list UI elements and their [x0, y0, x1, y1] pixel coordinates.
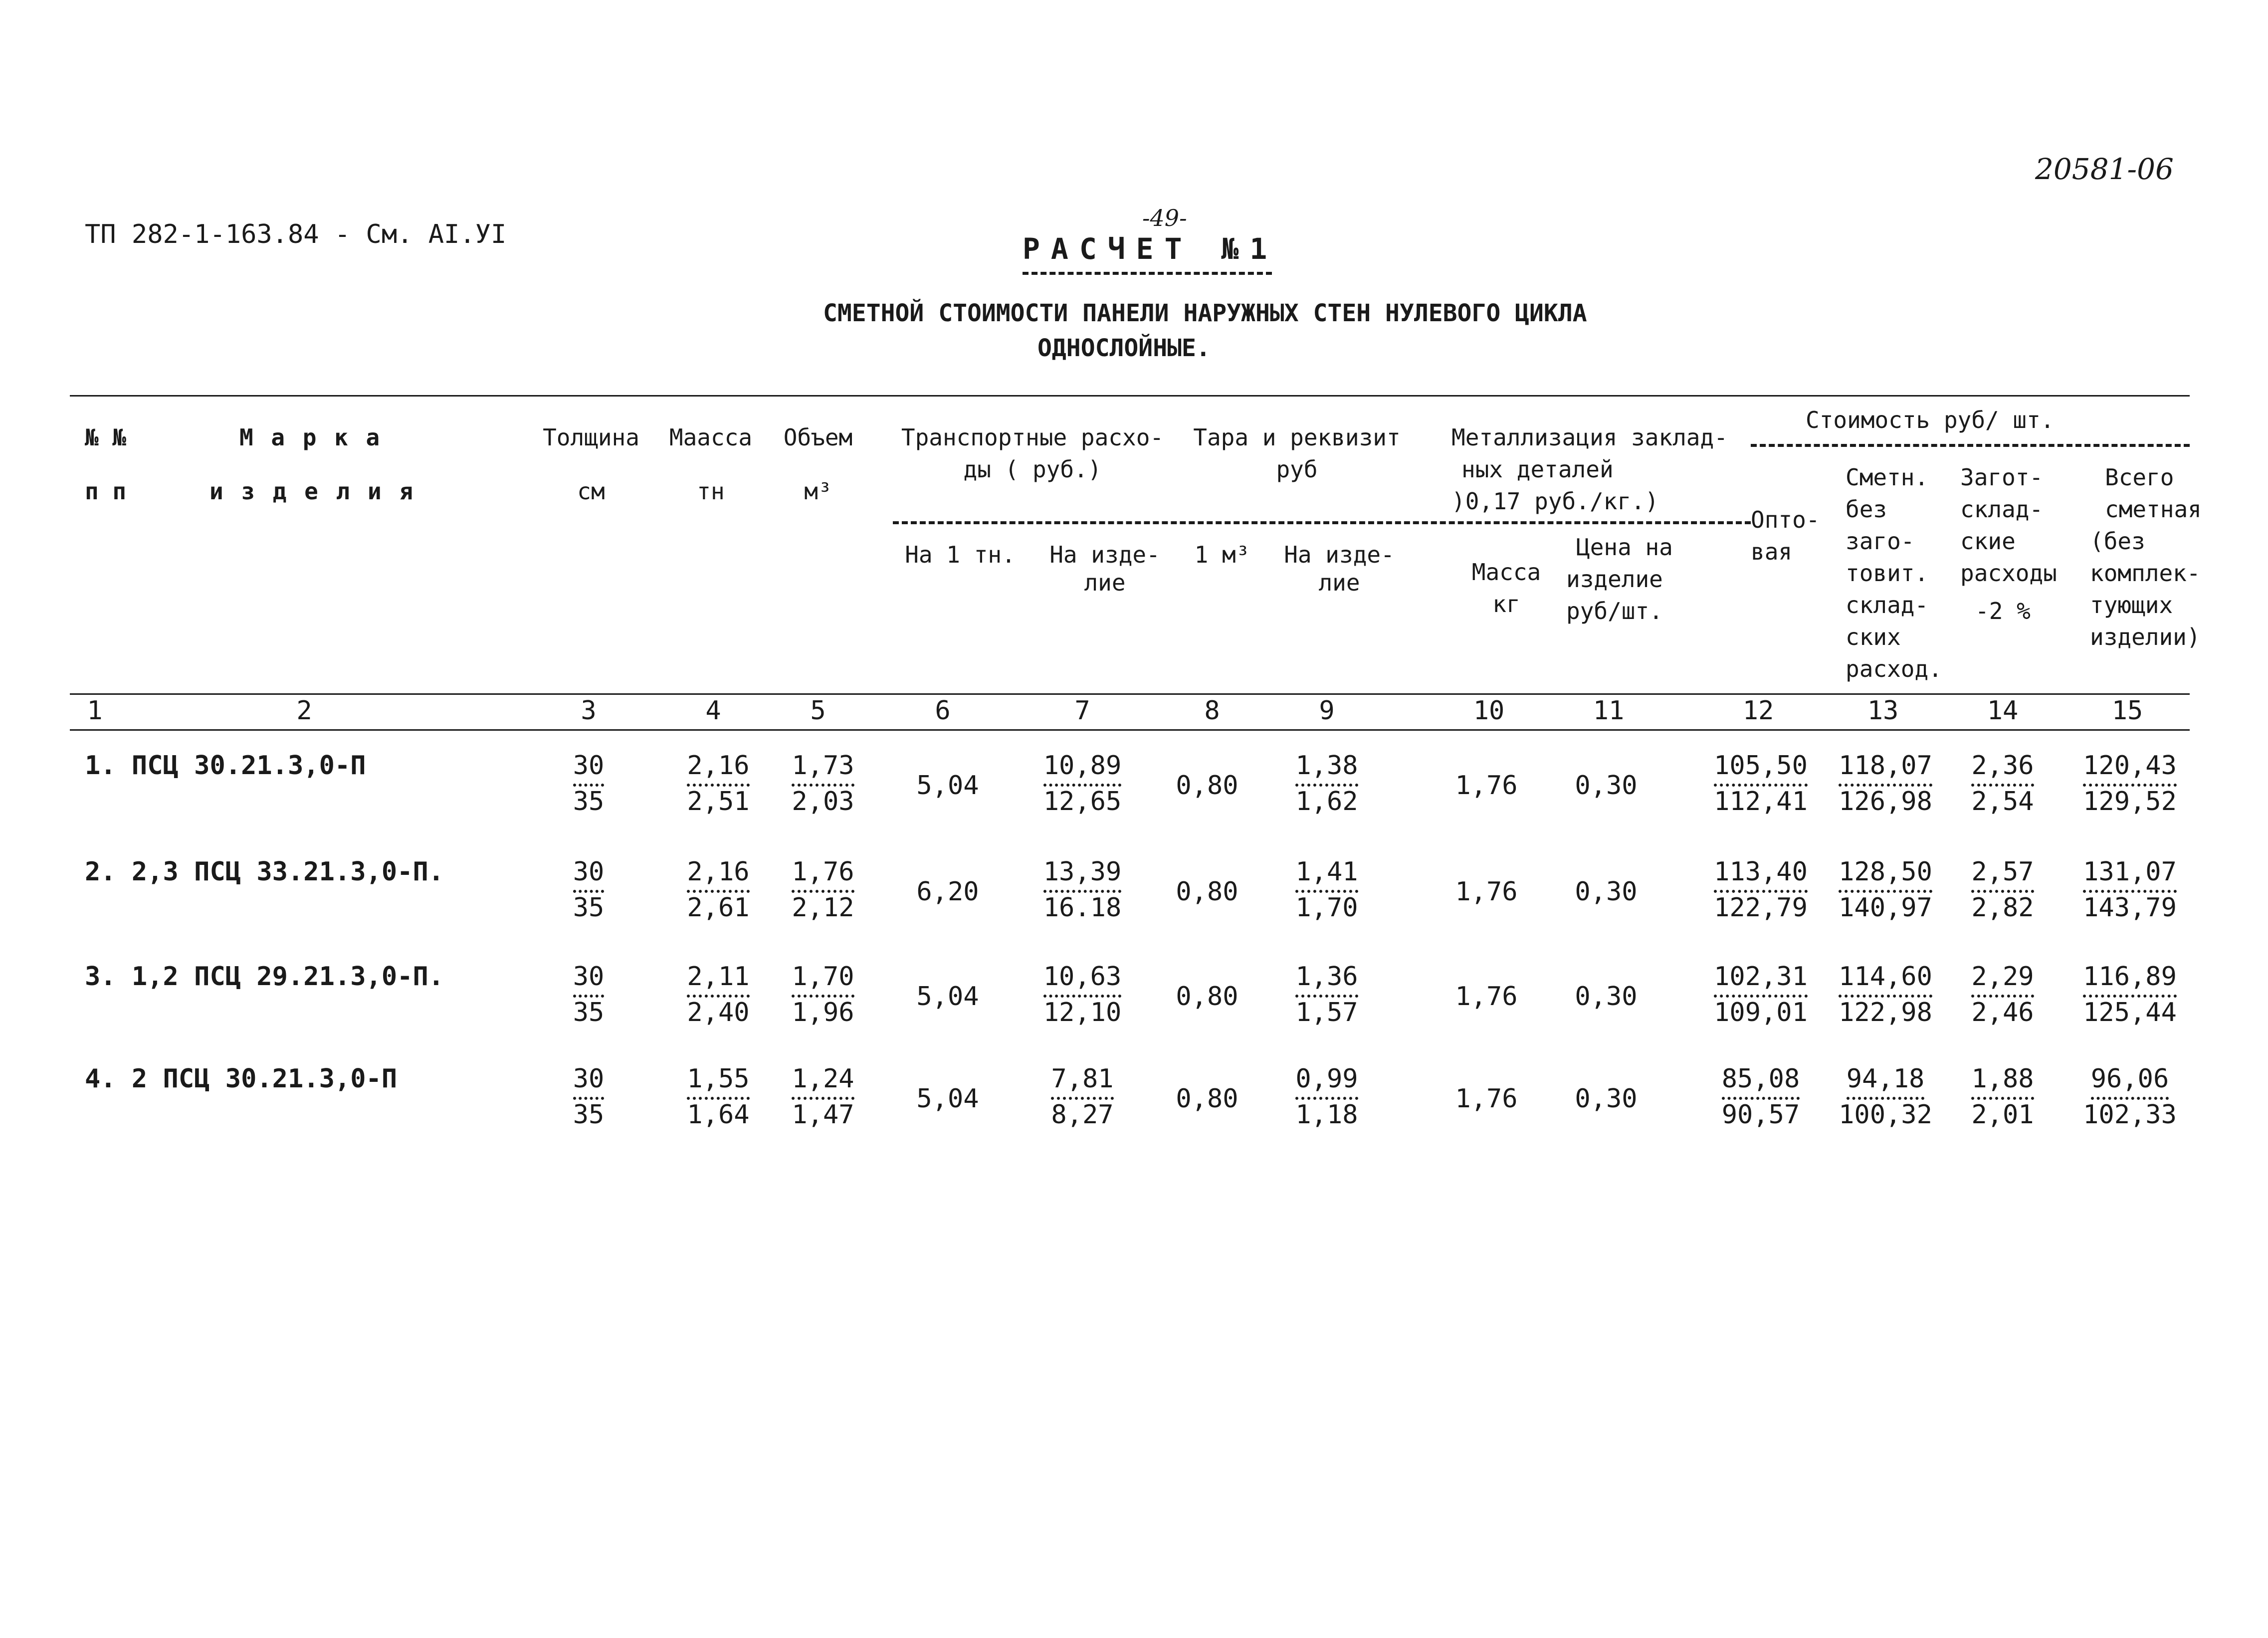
row-name: 1. ПСЦ 30.21.3,0-П: [85, 751, 366, 781]
header-sub-separator: [893, 521, 1751, 524]
estimate-value: 94,18 100,32: [1839, 1064, 1932, 1130]
mass-value: 2,16 2,51: [687, 751, 750, 817]
header-marka: М а р к а и з д е л и я: [209, 424, 415, 505]
header-thickness: Толщина см: [543, 424, 639, 505]
metal-price-value: 0,30: [1575, 982, 1638, 1012]
header-tara: Тара и реквизит руб: [1193, 424, 1401, 483]
metal-mass-value: 1,76: [1455, 982, 1518, 1012]
thickness-value: 30 35: [573, 751, 605, 817]
metal-price-value: 0,30: [1575, 771, 1638, 801]
tara-per-m3-value: 0,80: [1176, 771, 1238, 801]
column-number: 1: [87, 696, 103, 726]
header-transport-per-item: На изде- лие: [1049, 541, 1160, 596]
header-metal: Металлизация заклад- ных деталей )0,17 руб./кг.): [1451, 424, 1728, 515]
row-name: 4. 2 ПСЦ 30.21.3,0-П: [85, 1064, 398, 1094]
header-volume: Объем м³: [783, 424, 853, 505]
column-number: 14: [1987, 696, 2019, 726]
storage-value: 1,88 2,01: [1971, 1064, 2034, 1130]
mass-value: 2,16 2,61: [687, 857, 750, 923]
table-top-rule: [70, 395, 2190, 397]
transport-per-ton-value: 5,04: [916, 1084, 979, 1114]
total-value: 131,07 143,79: [2083, 857, 2177, 923]
wholesale-value: 102,31 109,01: [1714, 962, 1808, 1027]
storage-value: 2,36 2,54: [1971, 751, 2034, 817]
column-number: 10: [1473, 696, 1505, 726]
document-subtitle-line2: ОДНОСЛОЙНЫЕ.: [1037, 334, 1211, 362]
transport-per-item-value: 13,39 16.18: [1043, 857, 1122, 923]
page-number: -49-: [1142, 205, 1187, 231]
metal-mass-value: 1,76: [1455, 771, 1518, 801]
tara-per-m3-value: 0,80: [1176, 982, 1238, 1012]
header-cost: Стоимость руб/ шт.: [1806, 407, 2055, 433]
header-tara-per-item: На изде- лие: [1284, 541, 1395, 596]
column-number: 12: [1742, 696, 1774, 726]
metal-price-value: 0,30: [1575, 877, 1638, 907]
total-value: 116,89 125,44: [2083, 962, 2177, 1027]
header-mass: Маасса тн: [669, 424, 753, 505]
volume-value: 1,73 2,03: [792, 751, 854, 817]
document-code: ТП 282-1-163.84 - См. АI.УI: [85, 219, 507, 249]
column-numbers-top-rule: [70, 693, 2190, 695]
header-metal-mass: Масса кг: [1471, 559, 1541, 617]
column-number: 8: [1204, 696, 1220, 726]
total-value: 120,43 129,52: [2083, 751, 2177, 817]
header-transport: Транспортные расхо- ды ( руб.): [901, 424, 1164, 483]
estimate-value: 114,60 122,98: [1839, 962, 1932, 1027]
mass-value: 2,11 2,40: [687, 962, 750, 1027]
column-number: 6: [935, 696, 951, 726]
header-transport-per-ton: На 1 тн.: [905, 541, 1016, 568]
volume-value: 1,24 1,47: [792, 1064, 854, 1130]
thickness-value: 30 35: [573, 1064, 605, 1130]
storage-value: 2,57 2,82: [1971, 857, 2034, 923]
header-storage-expenses: Загот- склад- ские расходы -2 %: [1960, 464, 2057, 624]
title-underline: [1023, 272, 1272, 275]
metal-mass-value: 1,76: [1455, 877, 1518, 907]
header-nn: № № п п: [85, 424, 127, 505]
transport-per-ton-value: 5,04: [916, 982, 979, 1012]
volume-value: 1,76 2,12: [792, 857, 854, 923]
wholesale-value: 113,40 122,79: [1714, 857, 1808, 923]
tara-per-item-value: 1,36 1,57: [1295, 962, 1358, 1027]
column-number: 2: [296, 696, 312, 726]
tara-per-m3-value: 0,80: [1176, 1084, 1238, 1114]
total-value: 96,06 102,33: [2083, 1064, 2177, 1130]
column-numbers-bottom-rule: [70, 729, 2190, 731]
transport-per-ton-value: 5,04: [916, 771, 979, 801]
header-total-estimate: Всего сметная (без комплек- тующих изделии): [2090, 464, 2202, 650]
header-estimate-no-storage: Сметн. без заго- товит. склад- ских расход.: [1846, 464, 1942, 682]
mass-value: 1,55 1,64: [687, 1064, 750, 1130]
tara-per-m3-value: 0,80: [1176, 877, 1238, 907]
metal-mass-value: 1,76: [1455, 1084, 1518, 1114]
estimate-value: 118,07 126,98: [1839, 751, 1932, 817]
transport-per-item-value: 10,63 12,10: [1043, 962, 1122, 1027]
estimate-value: 128,50 140,97: [1839, 857, 1932, 923]
transport-per-item-value: 10,89 12,65: [1043, 751, 1122, 817]
transport-per-item-value: 7,81 8,27: [1051, 1064, 1114, 1130]
tara-per-item-value: 0,99 1,18: [1295, 1064, 1358, 1130]
wholesale-value: 85,08 90,57: [1721, 1064, 1800, 1130]
row-name: 3. 1,2 ПСЦ 29.21.3,0-П.: [85, 962, 444, 992]
column-number: 13: [1867, 696, 1899, 726]
volume-value: 1,70 1,96: [792, 962, 854, 1027]
column-number: 7: [1074, 696, 1090, 726]
archive-number: 20581-06: [2035, 152, 2174, 186]
wholesale-value: 105,50 112,41: [1714, 751, 1808, 817]
metal-price-value: 0,30: [1575, 1084, 1638, 1114]
tara-per-item-value: 1,41 1,70: [1295, 857, 1358, 923]
document-subtitle-line1: СМЕТНОЙ СТОИМОСТИ ПАНЕЛИ НАРУЖНЫХ СТЕН НУЛЕВОГО ЦИКЛА: [823, 299, 1587, 327]
column-number: 9: [1319, 696, 1335, 726]
column-number: 15: [2111, 696, 2143, 726]
header-cost-separator: [1751, 444, 2190, 447]
header-metal-price: Цена на изделие руб/шт.: [1566, 534, 1673, 624]
tara-per-item-value: 1,38 1,62: [1295, 751, 1358, 817]
header-tara-per-m3: 1 м³: [1194, 541, 1250, 568]
row-name: 2. 2,3 ПСЦ 33.21.3,0-П.: [85, 857, 444, 887]
column-number: 11: [1593, 696, 1625, 726]
document-title: РАСЧЕТ №1: [1023, 232, 1278, 266]
thickness-value: 30 35: [573, 857, 605, 923]
storage-value: 2,29 2,46: [1971, 962, 2034, 1027]
header-wholesale: Опто- вая: [1751, 506, 1820, 565]
thickness-value: 30 35: [573, 962, 605, 1027]
column-number: 3: [581, 696, 597, 726]
column-number: 4: [705, 696, 721, 726]
transport-per-ton-value: 6,20: [916, 877, 979, 907]
column-number: 5: [810, 696, 826, 726]
